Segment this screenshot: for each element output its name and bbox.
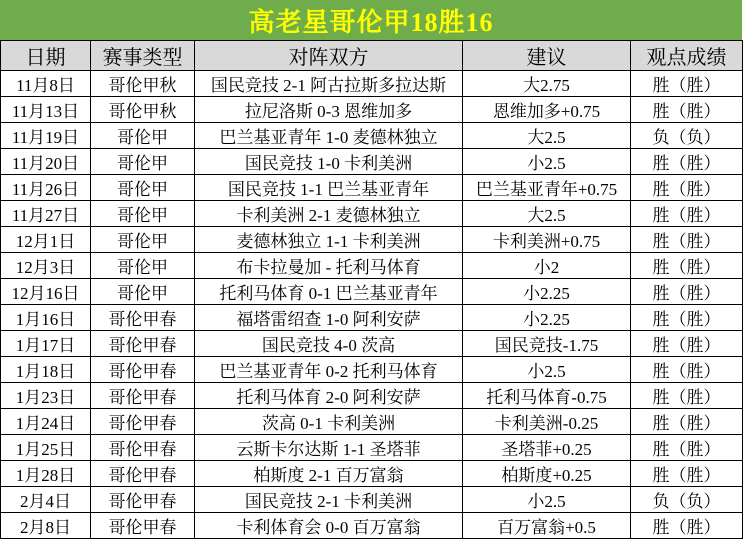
- cell-league: 哥伦甲春: [91, 487, 195, 513]
- cell-league: 哥伦甲春: [91, 305, 195, 331]
- cell-suggestion: 小2.5: [463, 357, 631, 383]
- cell-league: 哥伦甲: [91, 253, 195, 279]
- cell-suggestion: 小2: [463, 253, 631, 279]
- cell-date: 11月13日: [1, 97, 91, 123]
- table-row: [1, 71, 743, 97]
- column-header-suggestion: 建议: [463, 41, 631, 71]
- table-row: [1, 305, 743, 331]
- cell-match: 茨高 0-1 卡利美洲: [195, 409, 463, 435]
- cell-date: 1月18日: [1, 357, 91, 383]
- cell-match: 国民竞技 2-1 阿古拉斯多拉达斯: [195, 71, 463, 97]
- cell-league: 哥伦甲春: [91, 331, 195, 357]
- cell-league: 哥伦甲秋: [91, 97, 195, 123]
- cell-result: 负（负）: [631, 123, 743, 149]
- cell-league: 哥伦甲春: [91, 383, 195, 409]
- cell-date: 11月19日: [1, 123, 91, 149]
- table-row: [1, 253, 743, 279]
- cell-result: 胜（胜）: [631, 279, 743, 305]
- cell-result: 胜（胜）: [631, 149, 743, 175]
- cell-result: 胜（胜）: [631, 461, 743, 487]
- cell-suggestion: 小2.5: [463, 487, 631, 513]
- cell-league: 哥伦甲: [91, 149, 195, 175]
- cell-result: 胜（胜）: [631, 97, 743, 123]
- sheet-title: 高老星哥伦甲18胜16: [0, 0, 742, 40]
- header-row: [1, 41, 743, 71]
- cell-date: 12月3日: [1, 253, 91, 279]
- cell-match: 福塔雷绍查 1-0 阿利安萨: [195, 305, 463, 331]
- cell-suggestion: 恩维加多+0.75: [463, 97, 631, 123]
- table-body: [1, 71, 743, 539]
- cell-suggestion: 圣塔菲+0.25: [463, 435, 631, 461]
- cell-date: 12月16日: [1, 279, 91, 305]
- cell-suggestion: 托利马体育-0.75: [463, 383, 631, 409]
- cell-match: 巴兰基亚青年 1-0 麦德林独立: [195, 123, 463, 149]
- cell-date: 11月26日: [1, 175, 91, 201]
- cell-match: 云斯卡尔达斯 1-1 圣塔菲: [195, 435, 463, 461]
- cell-match: 国民竞技 1-1 巴兰基亚青年: [195, 175, 463, 201]
- cell-suggestion: 卡利美洲+0.75: [463, 227, 631, 253]
- cell-date: 12月1日: [1, 227, 91, 253]
- cell-league: 哥伦甲: [91, 175, 195, 201]
- cell-result: 胜（胜）: [631, 331, 743, 357]
- cell-match: 卡利体育会 0-0 百万富翁: [195, 513, 463, 539]
- cell-suggestion: 小2.5: [463, 149, 631, 175]
- cell-suggestion: 大2.75: [463, 71, 631, 97]
- cell-league: 哥伦甲春: [91, 435, 195, 461]
- cell-suggestion: 大2.5: [463, 123, 631, 149]
- cell-league: 哥伦甲春: [91, 357, 195, 383]
- cell-match: 国民竞技 4-0 茨高: [195, 331, 463, 357]
- cell-match: 国民竞技 1-0 卡利美洲: [195, 149, 463, 175]
- table-row: [1, 227, 743, 253]
- cell-suggestion: 小2.25: [463, 305, 631, 331]
- cell-match: 卡利美洲 2-1 麦德林独立: [195, 201, 463, 227]
- cell-date: 1月23日: [1, 383, 91, 409]
- table-row: [1, 201, 743, 227]
- cell-result: 胜（胜）: [631, 201, 743, 227]
- cell-match: 麦德林独立 1-1 卡利美洲: [195, 227, 463, 253]
- cell-suggestion: 大2.5: [463, 201, 631, 227]
- cell-date: 1月25日: [1, 435, 91, 461]
- cell-suggestion: 巴兰基亚青年+0.75: [463, 175, 631, 201]
- cell-result: 胜（胜）: [631, 409, 743, 435]
- cell-suggestion: 卡利美洲-0.25: [463, 409, 631, 435]
- table-row: [1, 357, 743, 383]
- table-row: [1, 383, 743, 409]
- column-header-league: 赛事类型: [91, 41, 195, 71]
- cell-league: 哥伦甲: [91, 279, 195, 305]
- cell-league: 哥伦甲: [91, 201, 195, 227]
- cell-date: 11月20日: [1, 149, 91, 175]
- cell-result: 胜（胜）: [631, 357, 743, 383]
- cell-match: 拉尼洛斯 0-3 恩维加多: [195, 97, 463, 123]
- cell-suggestion: 国民竞技-1.75: [463, 331, 631, 357]
- cell-match: 托利马体育 0-1 巴兰基亚青年: [195, 279, 463, 305]
- column-header-result: 观点成绩: [631, 41, 743, 71]
- cell-date: 1月16日: [1, 305, 91, 331]
- table-row: [1, 331, 743, 357]
- cell-date: 1月24日: [1, 409, 91, 435]
- cell-league: 哥伦甲秋: [91, 71, 195, 97]
- table-row: [1, 487, 743, 513]
- cell-match: 巴兰基亚青年 0-2 托利马体育: [195, 357, 463, 383]
- table-row: [1, 435, 743, 461]
- cell-suggestion: 小2.25: [463, 279, 631, 305]
- table-row: [1, 513, 743, 539]
- table-header: [1, 41, 743, 71]
- cell-result: 胜（胜）: [631, 435, 743, 461]
- cell-match: 柏斯度 2-1 百万富翁: [195, 461, 463, 487]
- table-row: [1, 123, 743, 149]
- table-row: [1, 149, 743, 175]
- table-row: [1, 279, 743, 305]
- cell-result: 胜（胜）: [631, 175, 743, 201]
- cell-date: 11月27日: [1, 201, 91, 227]
- cell-date: 1月17日: [1, 331, 91, 357]
- table-row: [1, 175, 743, 201]
- table-row: [1, 97, 743, 123]
- cell-match: 托利马体育 2-0 阿利安萨: [195, 383, 463, 409]
- cell-result: 胜（胜）: [631, 383, 743, 409]
- cell-suggestion: 百万富翁+0.5: [463, 513, 631, 539]
- cell-result: 胜（胜）: [631, 253, 743, 279]
- cell-match: 布卡拉曼加 - 托利马体育: [195, 253, 463, 279]
- cell-result: 胜（胜）: [631, 513, 743, 539]
- cell-league: 哥伦甲春: [91, 409, 195, 435]
- cell-league: 哥伦甲春: [91, 513, 195, 539]
- table-row: [1, 409, 743, 435]
- cell-league: 哥伦甲春: [91, 461, 195, 487]
- cell-result: 胜（胜）: [631, 71, 743, 97]
- cell-result: 负（负）: [631, 487, 743, 513]
- cell-date: 2月8日: [1, 513, 91, 539]
- cell-league: 哥伦甲: [91, 227, 195, 253]
- cell-league: 哥伦甲: [91, 123, 195, 149]
- cell-suggestion: 柏斯度+0.25: [463, 461, 631, 487]
- record-table: [0, 40, 743, 539]
- table-row: [1, 461, 743, 487]
- cell-date: 2月4日: [1, 487, 91, 513]
- column-header-date: 日期: [1, 41, 91, 71]
- cell-result: 胜（胜）: [631, 227, 743, 253]
- cell-match: 国民竞技 2-1 卡利美洲: [195, 487, 463, 513]
- cell-date: 1月28日: [1, 461, 91, 487]
- cell-result: 胜（胜）: [631, 305, 743, 331]
- column-header-match: 对阵双方: [195, 41, 463, 71]
- cell-date: 11月8日: [1, 71, 91, 97]
